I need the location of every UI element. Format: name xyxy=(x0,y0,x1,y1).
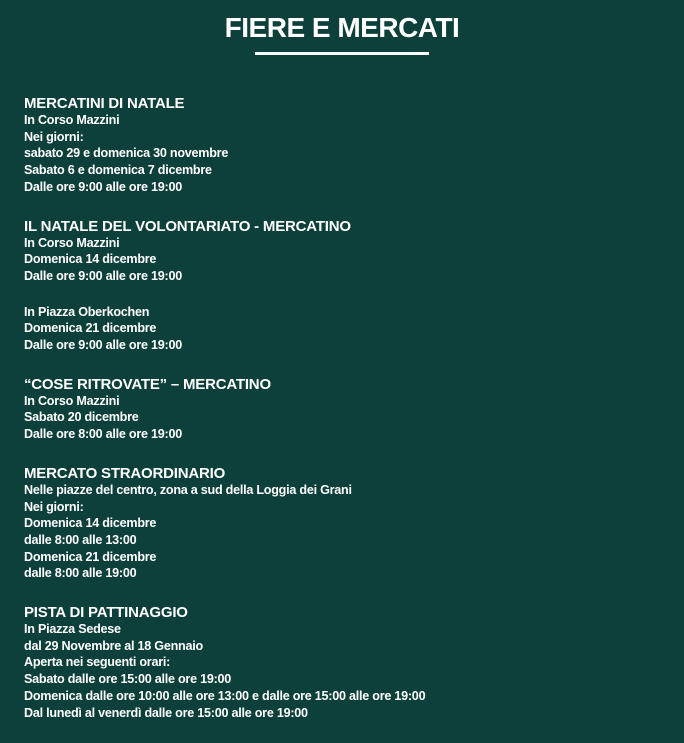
section-line: Aperta nei seguenti orari: xyxy=(24,655,171,670)
page-title: FIERE E MERCATI xyxy=(224,12,460,43)
section-line: Domenica 21 dicembre xyxy=(24,549,157,564)
section-heading: PISTA DI PATTINAGGIO xyxy=(24,604,188,622)
section-line: Sabato dalle ore 15:00 alle ore 19:00 xyxy=(24,672,232,687)
title-underline xyxy=(255,52,429,55)
section-line: Dalle ore 9:00 alle ore 19:00 xyxy=(24,338,182,353)
section-heading: MERCATO STRAORDINARIO xyxy=(24,464,226,482)
section-line: Nei giorni: xyxy=(24,499,84,514)
section-line: Domenica 14 dicembre xyxy=(24,516,157,531)
event-section xyxy=(24,95,664,196)
section-line: Dal lunedì al venerdì dalle ore 15:00 alle ore 19:00 xyxy=(24,705,308,720)
section-line: Sabato 20 dicembre xyxy=(24,410,139,425)
section-line: Dalle ore 9:00 alle ore 19:00 xyxy=(24,268,182,283)
section-line: Nelle piazze del centro, zona a sud della Loggia dei Grani xyxy=(24,482,352,497)
section-line: In Piazza Sedese xyxy=(24,622,121,637)
section-line: Domenica dalle ore 10:00 alle ore 13:00 e dalle ore 15:00 alle ore 19:00 xyxy=(24,688,426,703)
section-heading: MERCATINI DI NATALE xyxy=(24,95,185,112)
section-line: In Corso Mazzini xyxy=(24,235,120,250)
events-list xyxy=(24,95,664,743)
section-line: Domenica 14 dicembre xyxy=(24,252,157,267)
section-line: Nei giorni: xyxy=(24,129,84,144)
section-line: In Corso Mazzini xyxy=(24,393,120,408)
section-line: dal 29 Novembre al 18 Gennaio xyxy=(24,638,203,653)
section-line: In Corso Mazzini xyxy=(24,113,120,127)
section-line: sabato 29 e domenica 30 novembre xyxy=(24,146,229,161)
event-section xyxy=(24,376,664,443)
section-line: dalle 8:00 alle 19:00 xyxy=(24,566,137,581)
section-heading: “COSE RITROVATE” – MERCATINO xyxy=(24,375,271,393)
section-heading: IL NATALE DEL VOLONTARIATO - MERCATINO xyxy=(24,217,351,235)
section-line: Sabato 6 e domenica 7 dicembre xyxy=(24,163,212,178)
event-section xyxy=(24,218,664,354)
event-section xyxy=(24,465,664,582)
section-line: Dalle ore 9:00 alle ore 19:00 xyxy=(24,179,182,194)
section-line: dalle 8:00 alle 13:00 xyxy=(24,532,137,547)
section-line: Domenica 21 dicembre xyxy=(24,321,157,336)
event-section xyxy=(24,604,664,721)
section-line: Dalle ore 8:00 alle ore 19:00 xyxy=(24,427,182,442)
section-line: In Piazza Oberkochen xyxy=(24,304,150,319)
